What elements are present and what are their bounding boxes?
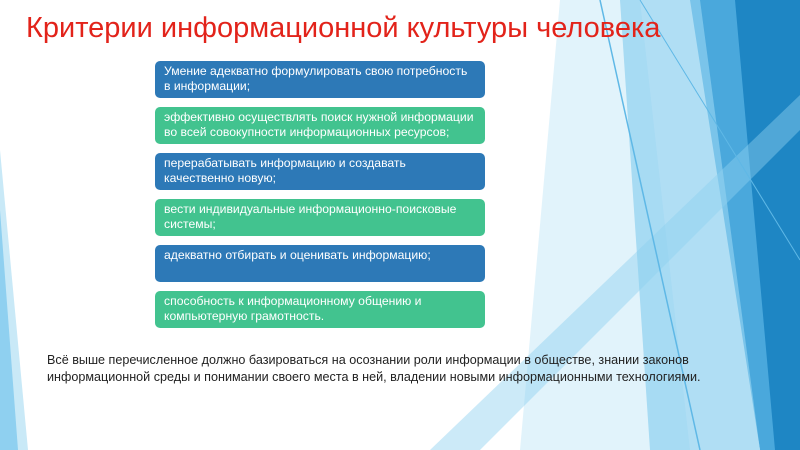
criterion-text: перерабатывать информацию и создавать качественно новую; xyxy=(164,156,406,185)
criterion-text: способность к информационному общению и компьютерную грамотность. xyxy=(164,294,422,323)
criterion-item xyxy=(155,61,485,98)
slide-title: Критерии информационной культуры человека xyxy=(26,12,661,44)
criterion-text: вести индивидуальные информационно-поисковые системы; xyxy=(164,202,457,231)
criterion-text: Умение адекватно формулировать свою потребность в информации; xyxy=(164,64,468,93)
criterion-item xyxy=(155,153,485,190)
criteria-list xyxy=(155,61,485,337)
criterion-item xyxy=(155,291,485,328)
criterion-text: эффективно осуществлять поиск нужной информации во всей совокупности информационных ресурсов; xyxy=(164,110,474,139)
criterion-item xyxy=(155,107,485,144)
summary-paragraph: Всё выше перечисленное должно базироваться на осознании роли информации в обществе, знании законов информационной среды и понимании своего места в ней, владении новыми информационными технологиями. xyxy=(47,353,701,384)
criterion-item xyxy=(155,245,485,282)
criterion-text: адекватно отбирать и оценивать информацию; xyxy=(164,248,431,262)
criterion-item xyxy=(155,199,485,236)
